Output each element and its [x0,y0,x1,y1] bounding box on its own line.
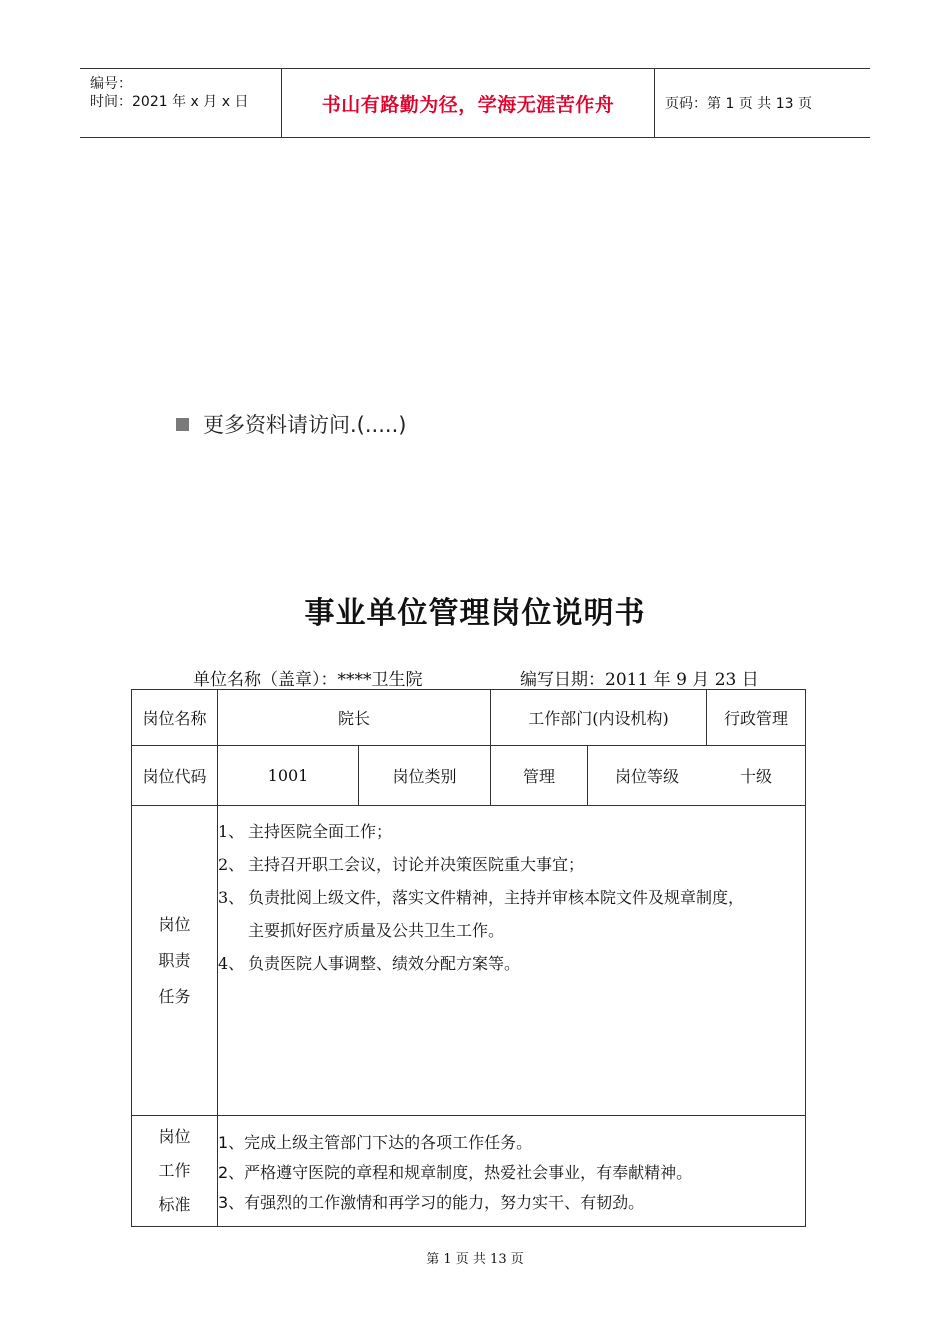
duty-label-line: 任务 [158,986,191,1006]
number-label: 编号： [90,76,132,92]
post-type-label: 岗位类别 [392,767,457,786]
duty-item: 1、 主持医院全面工作； [218,822,393,841]
standard-label-line: 标准 [158,1195,191,1214]
duty-item-continued: 主要抓好医疗质量及公共卫生工作。 [248,921,505,940]
duty-list [218,815,803,980]
row-divider [132,805,805,806]
post-name-label: 岗位名称 [142,709,207,728]
square-bullet-icon [176,418,189,431]
duty-item: 4、 负责医院人事调整、绩效分配方案等。 [218,954,521,973]
post-description-table [131,689,806,1227]
post-code-label: 岗位代码 [142,767,207,786]
standard-list [218,1128,803,1218]
duty-item: 3、 负责批阅上级文件，落实文件精神，主持并审核本院文件及规章制度， [218,888,745,907]
post-name-value: 院长 [337,709,370,728]
post-type-value: 管理 [522,767,555,786]
standard-item: 3、有强烈的工作激情和再学习的能力，努力实干、有韧劲。 [218,1193,645,1212]
duty-label-line: 职责 [158,950,191,970]
department-value: 行政管理 [723,709,788,728]
post-code-value: 1001 [267,766,309,785]
standard-label-line: 工作 [158,1161,191,1180]
standard-item: 1、完成上级主管部门下达的各项工作任务。 [218,1133,533,1152]
header-page-info: 页码：第 1 页 共 13 页 [665,96,812,112]
department-label: 工作部门(内设机构) [528,709,669,728]
post-grade-label: 岗位等级 [614,767,679,786]
more-resources-text: 更多资料请访问.(.....) [203,413,407,437]
header-motto: 书山有路勤为径，学海无涯苦作舟 [282,69,655,137]
duty-item: 2、 主持召开职工会议，讨论并决策医院重大事宜； [218,855,585,874]
more-resources-link[interactable] [176,409,406,439]
compile-date: 编写日期：2011 年 9 月 23 日 [520,670,759,690]
page-header [80,68,870,138]
unit-name: 单位名称（盖章）：****卫生院 [193,670,423,690]
page-footer: 第 1 页 共 13 页 [426,1252,524,1267]
time-label: 时间：2021 年 x 月 x 日 [90,94,249,110]
standard-label [132,1116,217,1226]
header-meta [80,69,282,137]
row-divider [132,1115,805,1116]
standard-label-line: 岗位 [158,1127,191,1146]
document-title: 事业单位管理岗位说明书 [304,596,646,631]
duty-label-line: 岗位 [158,914,191,934]
post-grade-value: 十级 [739,767,772,786]
duty-label [132,806,217,1115]
standard-item: 2、严格遵守医院的章程和规章制度，热爱社会事业，有奉献精神。 [218,1163,693,1182]
